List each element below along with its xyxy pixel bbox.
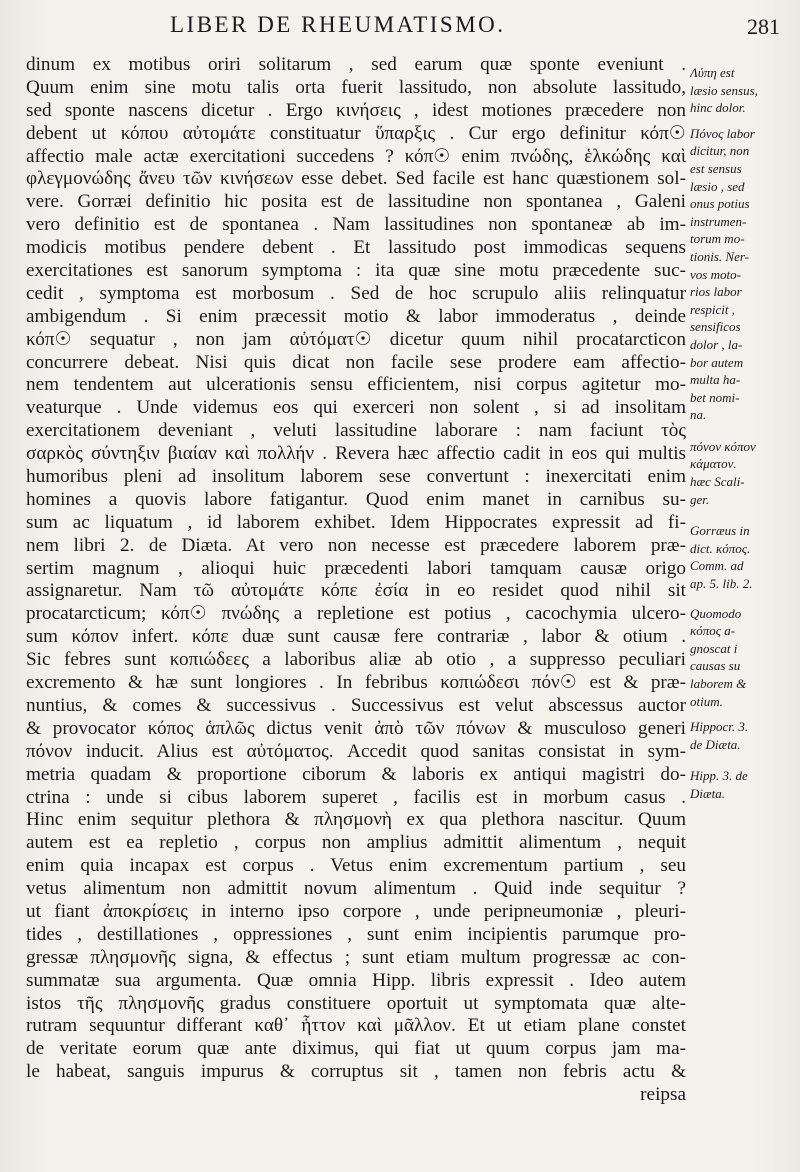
text-line: dinum ex motibus oriri solitarum , sed earum quæ sponte eveniunt .	[26, 54, 686, 75]
text-line: σαρκὸς σύντηξιν βιαίαν καὶ πολλήν . Revera hæc affectio cadit in eos qui multis	[26, 443, 686, 465]
margin-note-line: ger.	[690, 491, 710, 507]
text-line: Hinc enim sequitur plethora & πλησμονὴ ex qua plethora nascitur. Quum	[26, 809, 686, 831]
text-line: metria quadam & proportione ciborum & laboris ex antiqui magistri do-	[26, 763, 686, 785]
margin-notes-column	[690, 64, 800, 803]
text-line: gressæ πλησμονῆς signa, & effectus ; sunt etiam multum progressæ ac con-	[26, 946, 686, 968]
text-line: humoribus pleni ad insolitum laborem sese convertunt : inexercitati enim	[26, 466, 686, 488]
margin-note-line: Πόνος labor	[690, 125, 755, 141]
text-line: homines a quovis labore fatigantur. Quod enim manet in carnibus su-	[26, 488, 686, 510]
margin-note-line: Hippocr. 3.	[690, 719, 749, 735]
margin-note-line: vos moto-	[690, 266, 741, 282]
margin-note-line: læsio sensus,	[690, 82, 758, 98]
margin-note-line: tionis. Ner-	[690, 248, 749, 264]
text-line: Quum enim sine motu talis orta fuerit lassitudo, non absolute lassitudo,	[26, 76, 686, 98]
text-line: vere. Gorræi definitio hic posita est de lassitudine non spontanea , Galeni	[26, 191, 686, 213]
margin-note-line: respicit ,	[690, 301, 736, 317]
text-line: vero definitio est de spontanea . Nam lassitudines non spontaneæ ab im-	[26, 214, 686, 236]
margin-note-line: laborem &	[690, 676, 747, 691]
text-line: debent ut κόπου αὐτομάτε constituatur ὕπαρξις . Cur ergo definitur κόπ☉	[26, 122, 686, 144]
text-line: excremento & hæ sunt longiores . In febribus κοπιώδεσι πόν☉ est & præ-	[26, 672, 686, 694]
text-line: vetus alimentum non admittit novum alimentum . Quid inde sequitur ?	[26, 878, 686, 900]
margin-note-line: κάματον.	[690, 456, 737, 472]
text-line: veaturque . Unde videmus eos qui exerceri non solent , si ad insolitam	[26, 397, 686, 419]
margin-note-line: onus potius	[690, 196, 750, 212]
text-line: nuntius, & comes & successivus . Successivus est velut abscessus auctor	[26, 694, 686, 716]
text-line: nem tendentem aut ulcerationis sensu efficientem, nisi corpus agitetur mo-	[26, 374, 686, 396]
text-line: modicis motibus pendere debent . Et lassitudo post immodicas sequens	[26, 237, 686, 259]
text-line: concurrere debeat. Nisi quis dicat non facile sese prodere eam affectio-	[26, 351, 686, 373]
text-line: tides , destillationes , oppressiones , sunt enim incipientis parumque pro-	[26, 923, 686, 945]
margin-note-line: πόνον κόπον	[690, 438, 756, 454]
margin-note-line: gnoscat i	[690, 640, 738, 656]
text-line: de veritate eorum quæ ante diximus, qui fiat ut quum corpus jam ma-	[26, 1038, 686, 1060]
margin-note-line: Λύπη est	[690, 65, 735, 80]
margin-note-line: de Diæta.	[690, 736, 741, 752]
text-line: κόπ☉ sequatur , non jam αὐτόματ☉ dicetur quum nihil procatarcticon	[26, 328, 686, 350]
text-line: Sic febres sunt κοπιώδεες a laboribus aliæ ab otio , a suppresso peculiari	[26, 649, 686, 671]
text-line: exercitationem deveniant , veluti lassitudine laborare : nam faciunt τὸς	[26, 420, 686, 442]
main-text-block	[26, 54, 686, 1107]
text-line: ctrina : unde si cibus laborem superet , facilis est in morbum casus .	[26, 786, 686, 808]
margin-note-line: Hipp. 3. de	[690, 768, 748, 784]
margin-note-line: Comm. ad	[690, 558, 744, 574]
text-line: sum κόπον infert. κόπε duæ sunt causæ fere contrariæ , labor & otium .	[26, 626, 686, 648]
text-line: le habeat, sanguis impurus & corruptus sit , tamen non febris actu &	[26, 1061, 686, 1083]
text-line: ut fiant ἀποκρίσεις in interno ipso corpore , unde peripneumoniæ , pleuri-	[26, 900, 686, 922]
margin-note-line: κόπος a-	[690, 623, 736, 639]
text-line: assignaretur. Nam τῶ αὐτομάτε κόπε ἐσία in eo residet quod nihil sit	[26, 580, 686, 602]
text-line: φλεγμονώδης ἄνευ τῶν κινήσεων esse debet. Sed facile est hanc quæstionem sol-	[26, 168, 686, 190]
margin-note-line: hæc Scali-	[690, 474, 745, 490]
margin-note-line: bet nomi-	[690, 389, 740, 405]
margin-note-line: læsio , sed	[690, 178, 745, 194]
text-line: affectio male actæ exercitationi succedens ? κόπ☉ enim πνώδης, ἑλκώδης καὶ	[26, 145, 686, 167]
text-line: summatæ sua argumenta. Quæ omnia Hipp. libris expressit . Ideo autem	[26, 969, 686, 991]
margin-note-line: multa ha-	[690, 372, 741, 388]
margin-note-line: ap. 5. lib. 2.	[690, 576, 753, 592]
margin-note-line: dict. κόπος.	[690, 540, 751, 556]
text-line: istos τῆς πλησμονῆς gradus constituere oportuit ut symptomata quæ alte-	[26, 992, 686, 1014]
running-head: LIBER DE RHEUMATISMO.	[170, 12, 506, 37]
text-line: enim quia incapax est corpus . Vetus enim excrementum partium , seu	[26, 855, 686, 877]
text-line: sed sponte nascens dicetur . Ergo κινήσεις , idest motiones præcedere non	[26, 99, 686, 121]
text-line: nem libri 2. de Diæta. At vero non necesse est præcedere laborem præ-	[26, 534, 686, 556]
text-line: procatarcticum; κόπ☉ πνώδης a repletione est potius , cacochymia ulcero-	[26, 603, 686, 625]
margin-note-line: hinc dolor.	[690, 100, 746, 116]
text-line: sertim magnum , alioqui huic præcedenti labori tamquam causæ origo	[26, 557, 686, 579]
margin-note-line: bor autem	[690, 354, 744, 370]
margin-note-line: na.	[690, 407, 707, 423]
text-line: exercitationes est sanorum symptoma : ita quæ sine motu præcedente suc-	[26, 260, 686, 282]
page-number: 281	[747, 14, 780, 39]
margin-note-line: instrumen-	[690, 213, 747, 229]
text-line: rutram sequuntur differant καθ᾽ ἧττον καὶ μᾶλλον. Et ut etiam plane constet	[26, 1015, 686, 1037]
text-line: autem est ea repletio , corpus non amplius admittit alimentum , nequit	[26, 832, 686, 854]
margin-note-line: otium.	[690, 693, 723, 709]
margin-note-line: causas su	[690, 658, 741, 674]
text-line: cedit , symptoma est morbosum . Sed de hoc scrupulo aliis relinquatur	[26, 282, 686, 304]
margin-note-line: Diæta.	[690, 785, 726, 801]
margin-note-line: Gorræus in	[690, 523, 750, 539]
text-line: ambigendum . Si enim præcessit motio & labor immoderatus , deinde	[26, 305, 686, 327]
text-line: πόνον inducit. Alius est αὐτόματος. Accedit quod sanitas consistat in sym-	[26, 740, 686, 762]
page-header	[140, 12, 780, 46]
margin-note-line: dolor , la-	[690, 336, 743, 352]
margin-note-line: est sensus	[690, 160, 742, 176]
margin-note-line: Quomodo	[690, 605, 742, 621]
margin-note-line: torum mo-	[690, 231, 745, 247]
margin-note-line: rios labor	[690, 284, 742, 300]
text-line: sum ac liquatum , id laborem exhibet. Idem Hippocrates expressit ad fi-	[26, 511, 686, 533]
margin-note-line: sensificos	[690, 319, 741, 335]
text-line: reipsa	[640, 1084, 686, 1106]
text-line: & provocator κόπος ἁπλῶς dictus venit ἀπὸ τῶν πόνων & musculoso generi	[26, 717, 686, 739]
margin-note-line: dicitur, non	[690, 143, 750, 159]
